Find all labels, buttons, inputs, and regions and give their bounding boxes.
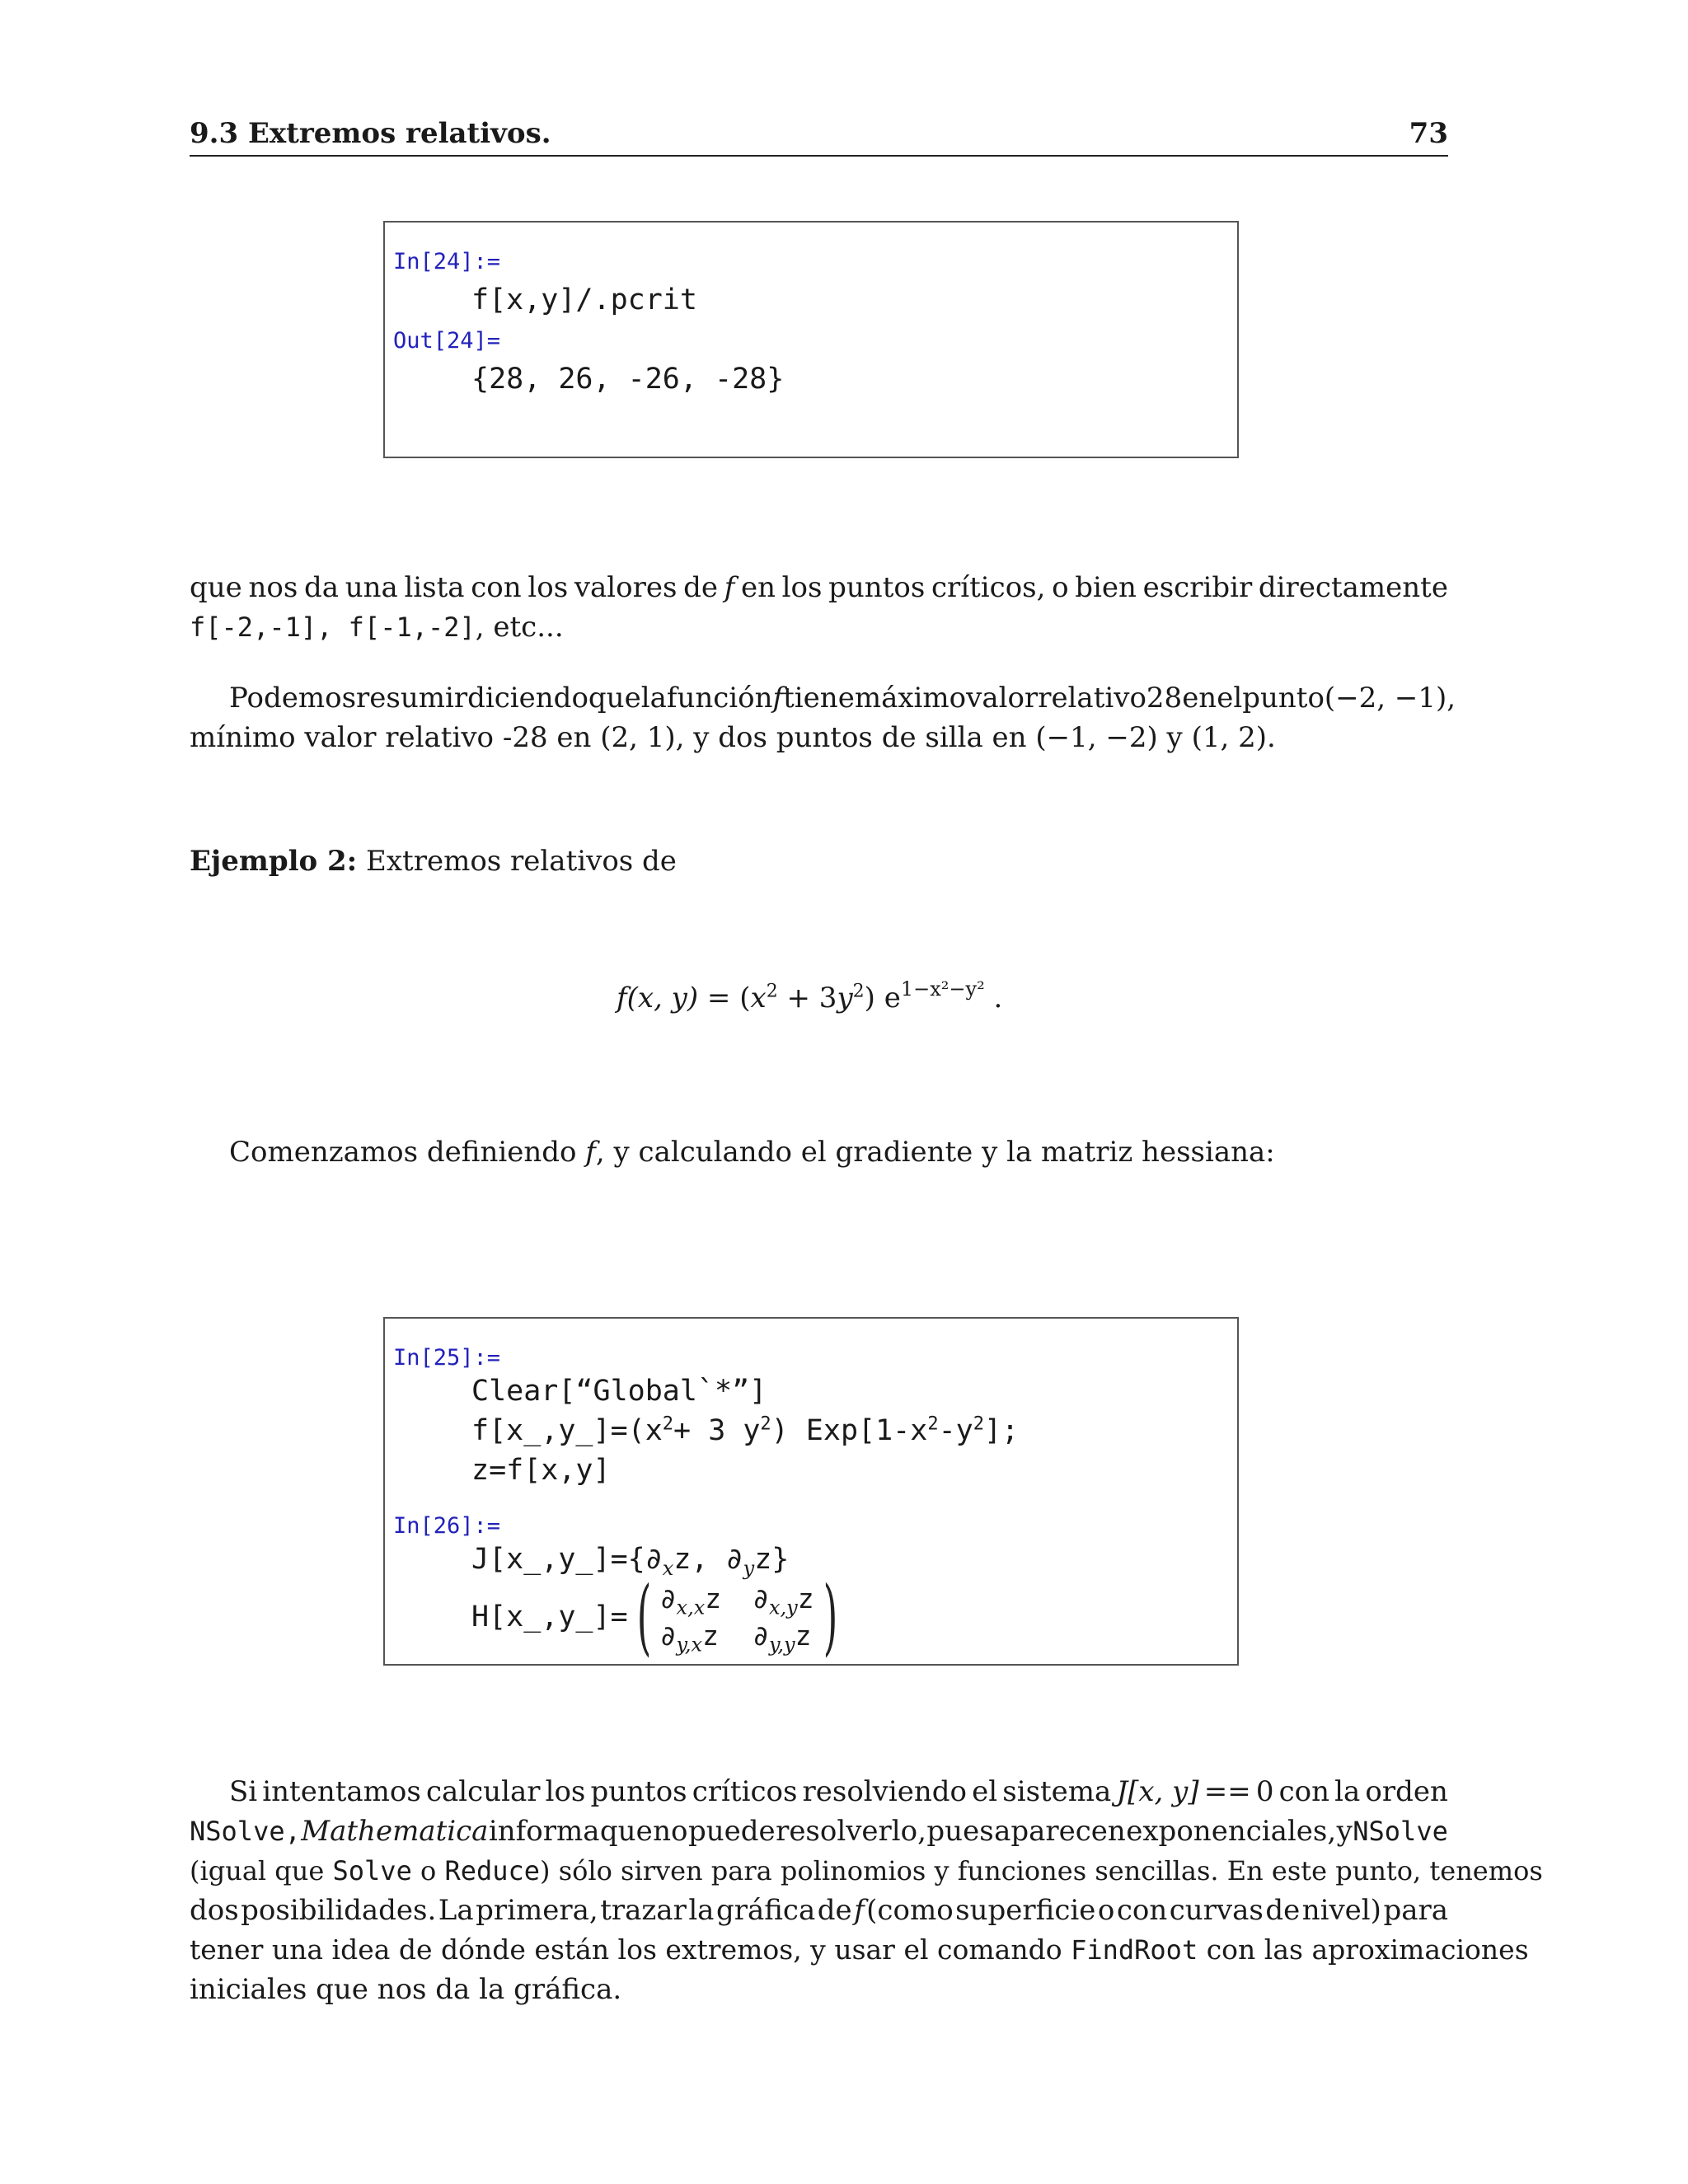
- word: punto: [1242, 682, 1325, 715]
- code-line-z: z=f[x,y]: [471, 1454, 611, 1487]
- word: función: [666, 682, 773, 715]
- word: valores: [574, 571, 678, 604]
- word: críticos: [692, 1775, 798, 1808]
- math-f: f: [854, 1894, 865, 1927]
- paragraph-3: [229, 1136, 1275, 1169]
- word: superficie: [955, 1894, 1096, 1927]
- page-header: [190, 114, 1448, 157]
- word: el: [1217, 682, 1243, 715]
- word: dos: [190, 1894, 239, 1927]
- word: relativo: [1038, 682, 1146, 715]
- formula-exponent: 1−x²−y²: [900, 977, 985, 1001]
- word: de: [817, 1894, 852, 1927]
- word: aparecen: [994, 1815, 1126, 1848]
- word: pues: [926, 1815, 994, 1848]
- input-prompt-26: In[26]:=: [393, 1513, 501, 1539]
- formula-y: y: [837, 982, 853, 1015]
- math-f: f: [772, 682, 784, 715]
- math-jacobian: J[x, y]: [1116, 1775, 1199, 1808]
- paragraph-4-line-2: [190, 1815, 1448, 1848]
- word: con: [1278, 1775, 1329, 1808]
- word: intentamos: [262, 1775, 421, 1808]
- math-f: f: [724, 571, 735, 604]
- formula-f: f: [617, 982, 627, 1015]
- word: 28: [1146, 682, 1183, 715]
- hessian-label: H[x_,y_]=: [471, 1601, 628, 1633]
- word: bien: [1075, 571, 1137, 604]
- word: nivel): [1301, 1894, 1381, 1927]
- word: puntos: [828, 571, 926, 604]
- word: o: [1097, 1894, 1115, 1927]
- word: diciendo: [467, 682, 588, 715]
- word: (−2, −1),: [1324, 682, 1456, 715]
- word: calcular: [425, 1775, 541, 1808]
- word: la: [640, 682, 667, 715]
- word: con: [471, 571, 522, 604]
- word: la: [1334, 1775, 1361, 1808]
- word: puntos: [590, 1775, 687, 1808]
- hessian-definition: [471, 1568, 846, 1665]
- paragraph-4-line-6: iniciales que nos da la gráfica.: [190, 1973, 622, 2006]
- word: no: [653, 1815, 688, 1848]
- paragraph-2-line-2: mínimo valor relativo -28 en (2, 1), y dos puntos de silla en (−1, −2) y (1, 2).: [190, 721, 1276, 754]
- math-f: f: [585, 1136, 596, 1169]
- word: o: [1052, 571, 1069, 604]
- text: , etc...: [475, 611, 564, 644]
- input-prompt-25: In[25]:=: [393, 1345, 501, 1371]
- paragraph-4-line-5: tener una idea de dónde están los extremos, y usar el comando FindRoot con las aproximaciones: [190, 1933, 1529, 1966]
- word: da: [303, 571, 340, 604]
- matrix-cell: $\partial_{y,y}z$: [753, 1619, 812, 1657]
- word: (como: [866, 1894, 954, 1927]
- word: los: [528, 571, 569, 604]
- example-label: Ejemplo 2:: [190, 845, 358, 878]
- formula-close: ) e: [864, 982, 901, 1015]
- inline-code: FindRoot: [1071, 1934, 1198, 1966]
- word: que: [588, 682, 641, 715]
- example-heading: [190, 845, 677, 878]
- word: directamente: [1258, 571, 1448, 604]
- word: ==: [1203, 1775, 1251, 1808]
- word: nos: [248, 571, 298, 604]
- output-code: {28, 26, -26, -28}: [471, 363, 785, 396]
- inline-code: NSolve: [1353, 1816, 1448, 1847]
- word: y: [1336, 1815, 1353, 1848]
- word: resolviendo: [802, 1775, 968, 1808]
- inline-code: Reduce: [444, 1855, 541, 1886]
- word: lista: [404, 571, 465, 604]
- word: Podemos: [229, 682, 357, 715]
- formula-end: .: [984, 982, 1003, 1015]
- inline-code: Solve: [332, 1855, 412, 1886]
- word: 0: [1255, 1775, 1274, 1808]
- emph: Mathematica: [301, 1815, 489, 1848]
- word: resumir: [356, 682, 468, 715]
- paragraph-1-line-2: [190, 611, 564, 644]
- matrix-cell: $\partial_{x,x}z$: [659, 1582, 722, 1619]
- paragraph-2-line-1: [229, 682, 1456, 715]
- code-line-clear: Clear[“Global`*”]: [471, 1375, 767, 1408]
- code-cell-24: [383, 221, 1239, 458]
- inline-code: f[-2,-1], f[-1,-2]: [190, 612, 476, 643]
- code-cell-25-26: [383, 1317, 1239, 1666]
- word: que: [190, 571, 242, 604]
- section-title: 9.3 Extremos relativos.: [190, 117, 551, 150]
- word: el: [972, 1775, 998, 1808]
- formula-eq: = (: [698, 982, 751, 1015]
- word: puede: [687, 1815, 776, 1848]
- formula: f(x, $y) = (x^2 + 3y^2)$ $e^{1-x^2-y^2}$ .: [617, 977, 1003, 1015]
- inline-code: NSolve,: [190, 1816, 301, 1847]
- word: la: [688, 1894, 715, 1927]
- word: orden: [1365, 1775, 1448, 1808]
- word: que: [599, 1815, 653, 1848]
- word: críticos,: [931, 571, 1046, 604]
- word: escribir: [1142, 571, 1253, 604]
- word: de: [683, 571, 719, 604]
- word: para: [1383, 1894, 1448, 1927]
- paragraph-4-line-1: [229, 1775, 1448, 1808]
- example-text: Extremos relativos de: [357, 845, 677, 878]
- paragraph-4-line-4: [190, 1894, 1448, 1927]
- page-number: 73: [1409, 117, 1448, 150]
- word: resolverlo,: [776, 1815, 926, 1848]
- word: informa: [488, 1815, 600, 1848]
- word: una: [345, 571, 398, 604]
- text: Comenzamos definiendo: [229, 1136, 586, 1169]
- word: trazar: [600, 1894, 687, 1927]
- code-line-define-f: $f[x\_,y\_]=(x^2+ 3$ $y^2$) $Exp[1-x^2-y^2]$;: [471, 1413, 1020, 1447]
- word: posibilidades.: [241, 1894, 437, 1927]
- word: los: [545, 1775, 586, 1808]
- word: primera,: [476, 1894, 598, 1927]
- paragraph-1-line-1: [190, 571, 1448, 604]
- word: La: [438, 1894, 474, 1927]
- formula-plus: + 3: [777, 982, 837, 1015]
- word: en: [1182, 682, 1217, 715]
- word: sistema: [1002, 1775, 1112, 1808]
- word: los: [781, 571, 823, 604]
- word: tiene: [783, 682, 855, 715]
- word: de: [1265, 1894, 1301, 1927]
- word: con: [1116, 1894, 1168, 1927]
- word: curvas: [1169, 1894, 1264, 1927]
- formula-x: x: [750, 982, 767, 1015]
- paragraph-4-line-3: (igual que Solve o Reduce) sólo sirven para polinomios y funciones sencillas. En este punto, tenemos: [190, 1855, 1543, 1886]
- input-prompt: In[24]:=: [393, 249, 501, 274]
- output-prompt: Out[24]=: [393, 328, 501, 354]
- input-code: f[x,y]/.pcrit: [471, 284, 697, 316]
- word: gráfica: [715, 1894, 816, 1927]
- formula-args: (x, y): [626, 982, 699, 1015]
- text: , y calculando el gradiente y la matriz hessiana:: [595, 1136, 1275, 1169]
- word: en: [740, 571, 776, 604]
- matrix-cell: $\partial_{x,y}z$: [753, 1582, 814, 1619]
- word: valor: [966, 682, 1039, 715]
- word: máximo: [854, 682, 967, 715]
- word: Si: [229, 1775, 258, 1808]
- matrix-cell: $\partial_{y,x}z$: [659, 1619, 719, 1657]
- code-line-gradient: $J[x\_,y\_]=\{\partial_xz$, $\partial_yz$}: [471, 1543, 790, 1580]
- word: exponenciales,: [1126, 1815, 1337, 1848]
- hessian-matrix: ( $\partial_{x,x}z$ $\partial_{x,y}z$ $\partial_{y,x}z$ $\partial_{y,y}z$ ): [636, 1568, 837, 1665]
